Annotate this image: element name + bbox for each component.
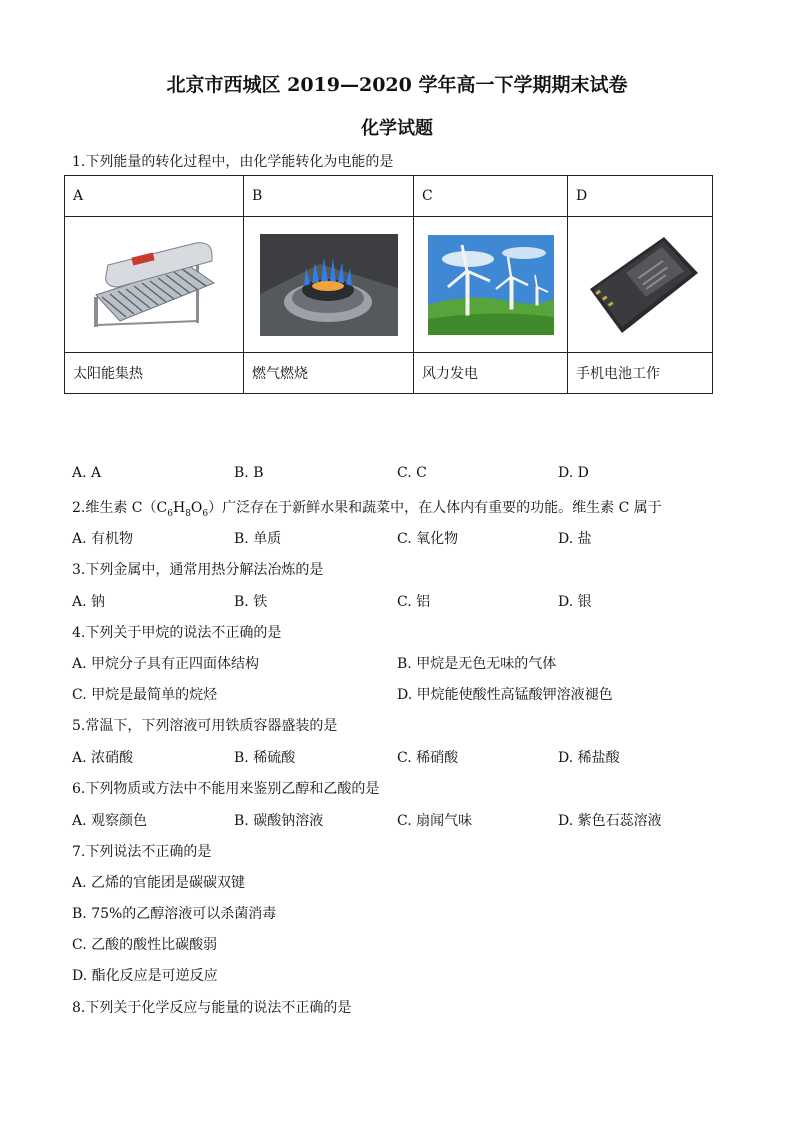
question-5-option-d: D. 稀盐酸: [558, 750, 620, 766]
gas-burner-icon: [260, 234, 398, 336]
formula-o: O: [190, 500, 203, 516]
question-4-option-d: D. 甲烷能使酸性高锰酸钾溶液褪色: [397, 687, 613, 703]
question-2-stem: [72, 497, 662, 519]
question-3-stem: 3.下列金属中，通常用热分解法冶炼的是: [72, 562, 324, 578]
table-header-d: D: [568, 176, 713, 217]
table-image-row: [65, 217, 713, 353]
formula-sub-o: 6: [202, 508, 209, 519]
question-6-stem: 6.下列物质或方法中不能用来鉴别乙醇和乙酸的是: [72, 781, 380, 797]
solar-water-heater-icon: [88, 235, 220, 335]
question-2-option-c: C. 氧化物: [397, 531, 459, 547]
table-header-c: C: [414, 176, 568, 217]
image-cell-a: [65, 217, 244, 353]
exam-subtitle: 化学试题: [361, 118, 433, 139]
table-caption-a: 太阳能集热: [65, 353, 244, 394]
question-5-option-a: A. 浓硝酸: [72, 750, 134, 766]
phone-battery-icon: [580, 233, 700, 337]
question-4-stem: 4.下列关于甲烷的说法不正确的是: [72, 625, 282, 641]
question-5-stem: 5.常温下，下列溶液可用铁质容器盛装的是: [72, 718, 338, 734]
question-2-option-a: A. 有机物: [72, 531, 134, 547]
question-3-option-c: C. 铝: [397, 594, 431, 610]
image-cell-d: [568, 217, 713, 353]
table-caption-c: 风力发电: [414, 353, 568, 394]
formula-sub-c: 6: [167, 508, 173, 519]
table-caption-row: [65, 353, 713, 394]
question-7-option-b: B. 75%的乙醇溶液可以杀菌消毒: [72, 906, 277, 922]
table-caption-d: 手机电池工作: [568, 353, 713, 394]
question-2-option-d: D. 盐: [558, 531, 592, 547]
formula-h: H: [172, 500, 186, 516]
question-1-table: [64, 175, 713, 394]
exam-title: 北京市西城区 2019—2020 学年高一下学期期末试卷: [166, 74, 628, 96]
question-3-option-b: B. 铁: [234, 594, 268, 610]
question-7-option-d: D. 酯化反应是可逆反应: [72, 968, 218, 984]
question-7-option-c: C. 乙酸的酸性比碳酸弱: [72, 937, 218, 953]
table-header-row: [65, 176, 713, 217]
question-1-option-c: C. C: [397, 465, 427, 481]
question-1-option-b: B. B: [234, 465, 264, 481]
image-cell-b: [244, 217, 414, 353]
question-7-stem: 7.下列说法不正确的是: [72, 844, 212, 860]
question-6-option-a: A. 观察颜色: [72, 813, 148, 829]
wind-turbine-icon: [428, 235, 554, 335]
table-header-a: A: [65, 176, 244, 217]
question-4-option-c: C. 甲烷是最简单的烷烃: [72, 687, 218, 703]
formula-sub-h: 8: [185, 508, 191, 519]
question-7-option-a: A. 乙烯的官能团是碳碳双键: [72, 875, 246, 891]
question-6-option-b: B. 碳酸钠溶液: [234, 813, 324, 829]
question-6-option-c: C. 扇闻气味: [397, 813, 473, 829]
question-3-option-d: D. 银: [558, 594, 592, 610]
question-6-option-d: D. 紫色石蕊溶液: [558, 813, 662, 829]
table-header-b: B: [244, 176, 414, 217]
question-5-option-b: B. 稀硫酸: [234, 750, 296, 766]
question-8-stem: 8.下列关于化学反应与能量的说法不正确的是: [72, 1000, 352, 1016]
question-3-option-a: A. 钠: [72, 594, 106, 610]
question-2-stem-end: ）广泛存在于新鲜水果和蔬菜中，在人体内有重要的功能。维生素 C 属于: [208, 500, 662, 516]
image-cell-c: [414, 217, 568, 353]
table-caption-b: 燃气燃烧: [244, 353, 414, 394]
question-1-option-a: A. A: [72, 465, 102, 481]
question-4-option-b: B. 甲烷是无色无味的气体: [397, 656, 557, 672]
question-2-stem-start: 2.维生素 C（C: [72, 500, 168, 516]
question-4-option-a: A. 甲烷分子具有正四面体结构: [72, 656, 260, 672]
question-1-stem: 1.下列能量的转化过程中，由化学能转化为电能的是: [72, 154, 394, 170]
question-5-option-c: C. 稀硝酸: [397, 750, 459, 766]
question-1-option-d: D. D: [558, 465, 589, 481]
question-2-option-b: B. 单质: [234, 531, 282, 547]
